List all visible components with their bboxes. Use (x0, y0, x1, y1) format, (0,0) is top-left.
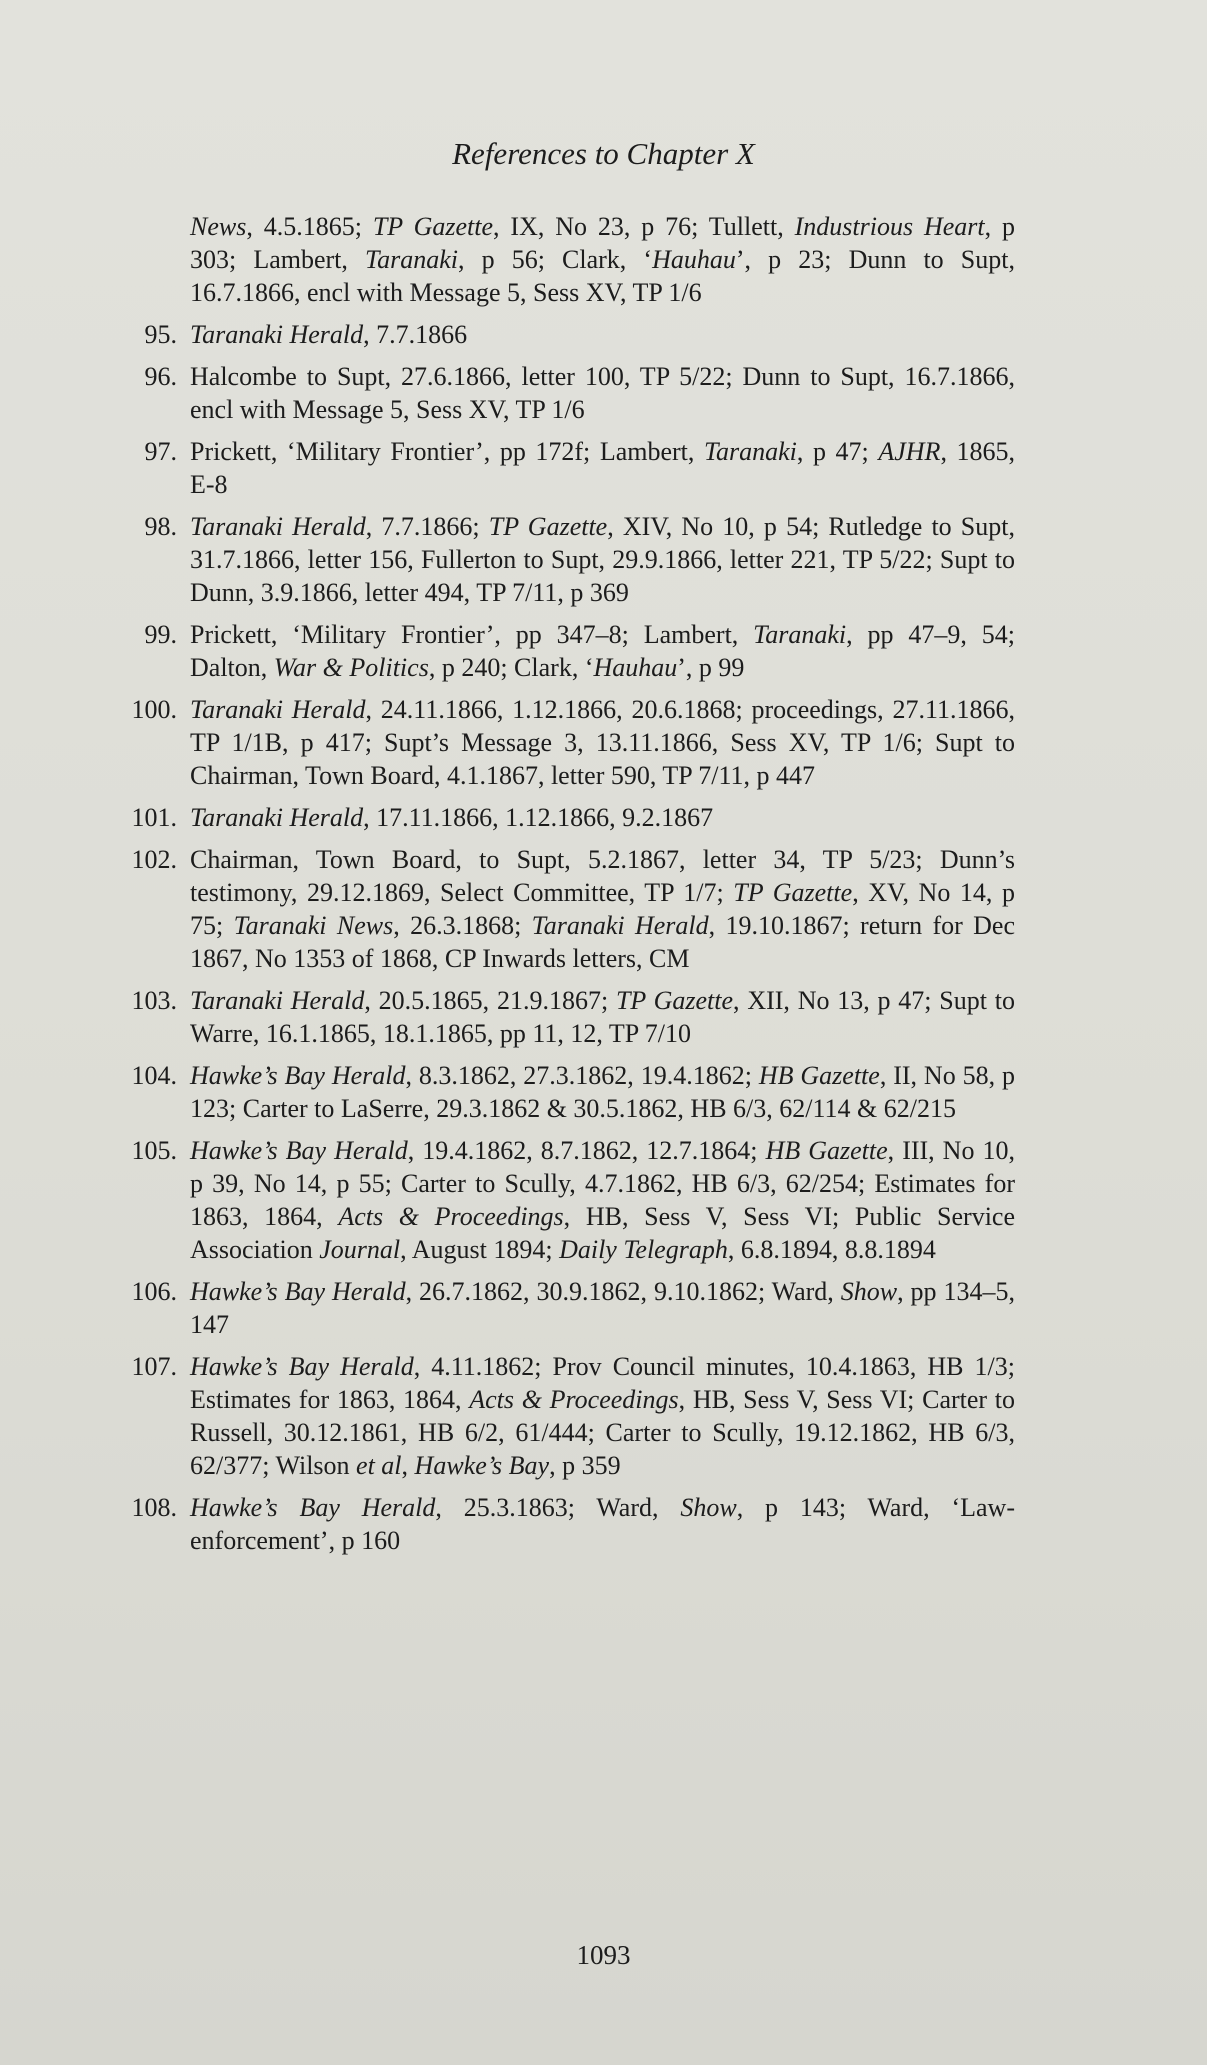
note-text (190, 618, 1015, 684)
note-text (190, 843, 1015, 975)
note-text (190, 1134, 1015, 1266)
note-text-segment: , (401, 1451, 415, 1480)
reference-note (95, 1491, 1015, 1557)
note-title-italic: Hawke’s Bay (414, 1451, 550, 1480)
note-number: 106. (131, 1277, 177, 1306)
note-text-segment: , 1865, E-8 (190, 437, 1015, 499)
note-number: 101. (131, 803, 177, 832)
note-text-segment: ’, p 99 (677, 653, 745, 682)
note-text-segment: , 17.11.1866, 1.12.1866, 9.2.1867 (363, 803, 714, 832)
reference-note (95, 1275, 1015, 1341)
reference-note (95, 360, 1015, 426)
note-number: 103. (131, 986, 177, 1015)
note-text-segment: , XV, No 14, p 75; (190, 878, 1016, 940)
note-text-segment: , August 1894; (400, 1235, 560, 1264)
note-title-italic: Acts & Proceedings (469, 1385, 679, 1414)
note-text-segment: , 26.7.1862, 30.9.1862, 9.10.1862; Ward, (405, 1277, 841, 1306)
note-title-italic: AJHR (878, 437, 941, 466)
note-title-italic: Taranaki Herald (190, 803, 364, 832)
reference-note (95, 510, 1015, 609)
note-title-italic: Taranaki News (233, 911, 394, 940)
note-text-segment: , 4.5.1865; (246, 212, 373, 241)
note-number: 102. (131, 845, 177, 874)
note-text-segment: , HB, Sess V, Sess VI; Carter to Russell, 30.12.1861, HB 6/2, 61/444; Carter to Scully, 19.12.1862, HB 6/3, 62/377; Wilson (190, 1385, 1015, 1480)
note-title-italic: Show (680, 1493, 737, 1522)
note-title-italic: Hawke’s Bay Herald (190, 1277, 406, 1306)
note-title-italic: Hawke’s Bay Herald (190, 1352, 414, 1381)
note-number: 96. (144, 362, 177, 391)
note-text-segment: , pp 134–5, 147 (190, 1277, 1016, 1339)
note-number: 100. (131, 695, 177, 724)
note-title-italic: TP Gazette (488, 512, 608, 541)
note-text (190, 1059, 1015, 1125)
note-text-segment: , p 359 (549, 1451, 621, 1480)
note-text-segment: , 6.8.1894, 8.8.1894 (727, 1235, 936, 1264)
note-text (190, 435, 1015, 501)
note-number: 99. (144, 620, 177, 649)
note-text-segment: , p 47; (796, 437, 879, 466)
note-title-italic: Hauhau (652, 245, 736, 274)
note-title-italic: Show (840, 1277, 898, 1306)
reference-note (95, 693, 1015, 792)
note-text-segment: , p 143; Ward, ‘Law-enforcement’, p 160 (190, 1493, 1015, 1555)
reference-note (95, 618, 1015, 684)
note-text-segment: , 7.7.1866; (365, 512, 489, 541)
note-title-italic: Hauhau (593, 653, 678, 682)
note-title-italic: Taranaki (365, 245, 458, 274)
note-title-italic: Daily Telegraph (559, 1235, 728, 1264)
note-text-segment: , p 56; Clark, ‘ (457, 245, 653, 274)
reference-note (95, 318, 1015, 351)
page-number: 1093 (576, 1940, 631, 1970)
reference-note (95, 801, 1015, 834)
note-title-italic: Hawke’s Bay Herald (190, 1136, 408, 1165)
note-text (190, 318, 1015, 351)
note-text-segment: , 7.7.1866 (363, 320, 468, 349)
note-number: 105. (131, 1136, 177, 1165)
note-title-italic: HB Gazette (758, 1061, 880, 1090)
reference-note (95, 435, 1015, 501)
note-title-italic: TP Gazette (372, 212, 494, 241)
note-text-segment: ’, p 23; Dunn to Supt, 16.7.1866, encl with Message 5, Sess XV, TP 1/6 (190, 245, 1015, 307)
reference-note (95, 210, 1015, 309)
note-title-italic: Taranaki Herald (190, 320, 364, 349)
note-text-segment: , p 240; Clark, ‘ (428, 653, 594, 682)
note-text-segment: , 19.10.1867; return for Dec 1867, No 1353 of 1868, CP Inwards letters, CM (190, 911, 1015, 973)
note-text (190, 693, 1015, 792)
reference-note (95, 1350, 1015, 1482)
reference-note (95, 1134, 1015, 1266)
chapter-references-heading: References to Chapter X (452, 136, 755, 171)
note-text-segment: , III, No 10, p 39, No 14, p 55; Carter to Scully, 4.7.1862, HB 6/3, 62/254; Estimates for 1863, 1864, (190, 1136, 1015, 1231)
note-text-segment: Prickett, ‘Military Frontier’, pp 347–8; Lambert, (190, 620, 754, 649)
note-title-italic: TP Gazette (733, 878, 853, 907)
note-text (190, 1275, 1015, 1341)
reference-notes-list (95, 210, 1015, 1566)
reference-note (95, 1059, 1015, 1125)
note-text-segment: Prickett, ‘Military Frontier’, pp 172f; Lambert, (190, 437, 704, 466)
note-number: 95. (144, 320, 177, 349)
reference-note (95, 984, 1015, 1050)
note-text (190, 510, 1015, 609)
note-title-italic: Journal (319, 1235, 401, 1264)
note-title-italic: Acts & Proceedings (338, 1202, 564, 1231)
note-text (190, 1350, 1015, 1482)
note-text-segment: , 20.5.1865, 21.9.1867; (364, 986, 616, 1015)
note-number: 98. (144, 512, 177, 541)
note-title-italic: et al (356, 1451, 402, 1480)
note-title-italic: HB Gazette (765, 1136, 888, 1165)
note-text-segment: , IX, No 23, p 76; Tullett, (493, 212, 795, 241)
note-text-segment: , II, No 58, p 123; Carter to LaSerre, 29.3.1862 & 30.5.1862, HB 6/3, 62/114 & 62/215 (190, 1061, 1015, 1123)
note-title-italic: TP Gazette (615, 986, 734, 1015)
note-text-segment: , HB, Sess V, Sess VI; Public Service Association (190, 1202, 1015, 1264)
note-title-italic: Industrious Heart (794, 212, 985, 241)
note-number: 97. (144, 437, 177, 466)
note-text-segment: , 19.4.1862, 8.7.1862, 12.7.1864; (407, 1136, 766, 1165)
note-text-segment: , XIV, No 10, p 54; Rutledge to Supt, 31.7.1866, letter 156, Fullerton to Supt, 29.9.1866, letter 221, TP 5/22; Supt to Dunn, 3.9.1866, letter 494, TP 7/11, p 369 (190, 512, 1015, 607)
note-number: 104. (131, 1061, 177, 1090)
note-title-italic: Taranaki Herald (190, 695, 366, 724)
note-text-segment: , 8.3.1862, 27.3.1862, 19.4.1862; (405, 1061, 759, 1090)
note-title-italic: Taranaki Herald (190, 512, 366, 541)
note-text-segment: , 25.3.1863; Ward, (435, 1493, 681, 1522)
note-text (190, 360, 1015, 426)
note-text (190, 1491, 1015, 1557)
note-number: 107. (131, 1352, 177, 1381)
note-text (190, 210, 1015, 309)
note-title-italic: Hawke’s Bay Herald (190, 1061, 406, 1090)
note-text-segment: , XII, No 13, p 47; Supt to Warre, 16.1.1865, 18.1.1865, pp 11, 12, TP 7/10 (190, 986, 1015, 1048)
note-text-segment: Halcombe to Supt, 27.6.1866, letter 100, TP 5/22; Dunn to Supt, 16.7.1866, encl with Message 5, Sess XV, TP 1/6 (190, 362, 1015, 424)
note-title-italic: Taranaki Herald (531, 911, 709, 940)
note-text (190, 984, 1015, 1050)
note-title-italic: Taranaki (703, 437, 797, 466)
note-text (190, 801, 1015, 834)
note-text-segment: , pp 47–9, 54; Dalton, (190, 620, 1015, 682)
note-text-segment: , p 303; Lambert, (190, 212, 1016, 274)
note-text-segment: , 4.11.1862; Prov Council minutes, 10.4.1863, HB 1/3; Estimates for 1863, 1864, (190, 1352, 1015, 1414)
note-title-italic: News (190, 212, 247, 241)
note-title-italic: Taranaki (753, 620, 847, 649)
note-text-segment: , 24.11.1866, 1.12.1866, 20.6.1868; proceedings, 27.11.1866, TP 1/1B, p 417; Supt’s Message 3, 13.11.1866, Sess XV, TP 1/6; Supt to Chairman, Town Board, 4.1.1867, letter 590, TP 7/11, p 447 (190, 695, 1015, 790)
note-title-italic: Hawke’s Bay Herald (190, 1493, 436, 1522)
note-number: 108. (131, 1493, 177, 1522)
reference-note (95, 843, 1015, 975)
note-text-segment: Chairman, Town Board, to Supt, 5.2.1867, letter 34, TP 5/23; Dunn’s testimony, 29.12.1869, Select Committee, TP 1/7; (190, 845, 1015, 907)
note-text-segment: , 26.3.1868; (393, 911, 532, 940)
note-title-italic: War & Politics (273, 653, 429, 682)
note-title-italic: Taranaki Herald (190, 986, 365, 1015)
